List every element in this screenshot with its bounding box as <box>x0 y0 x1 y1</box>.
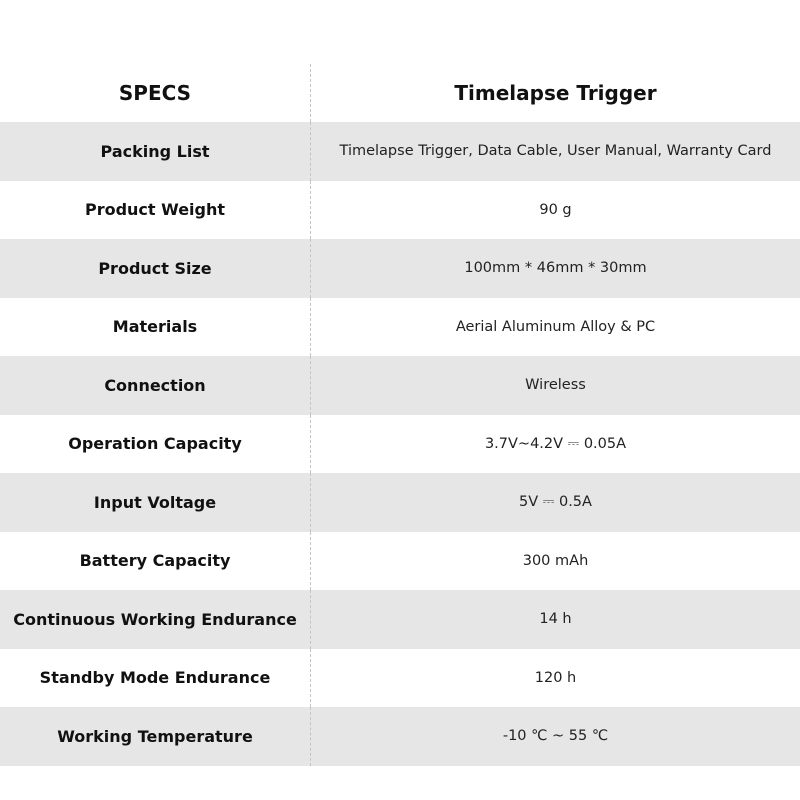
spec-label: Battery Capacity <box>0 532 311 591</box>
spec-label: Standby Mode Endurance <box>0 649 311 708</box>
spec-row-product-size <box>0 239 800 298</box>
spec-value: 120 h <box>534 669 577 686</box>
spec-label: Packing List <box>0 122 311 181</box>
spec-row-input-voltage <box>0 473 800 532</box>
spec-value: 14 h <box>539 611 572 628</box>
spec-row-materials <box>0 298 800 357</box>
spec-label: Continuous Working Endurance <box>0 590 311 649</box>
spec-label: Input Voltage <box>0 473 311 532</box>
spec-row-continuous-working-endurance <box>0 590 800 649</box>
spec-label: Product Size <box>0 239 311 298</box>
spec-label: Working Temperature <box>0 707 311 766</box>
spec-label: Operation Capacity <box>0 415 311 474</box>
spec-value: Timelapse Trigger, Data Cable, User Manual, Warranty Card <box>339 143 772 160</box>
spec-row-battery-capacity <box>0 532 800 591</box>
header-product-name: Timelapse Trigger <box>454 81 657 105</box>
spec-table <box>0 64 800 766</box>
spec-label: Connection <box>0 356 311 415</box>
spec-value: 5V ⎓ 0.5A <box>519 494 592 511</box>
spec-row-standby-mode-endurance <box>0 649 800 708</box>
spec-value: 100mm * 46mm * 30mm <box>464 260 647 277</box>
spec-row-working-temperature <box>0 707 800 766</box>
spec-row-connection <box>0 356 800 415</box>
spec-value: Aerial Aluminum Alloy & PC <box>455 318 656 335</box>
spec-value: 300 mAh <box>522 552 589 569</box>
spec-value: 90 g <box>539 201 572 218</box>
spec-row-packing-list <box>0 122 800 181</box>
spec-value: 3.7V~4.2V ⎓ 0.05A <box>484 435 627 452</box>
spec-table-header <box>0 64 800 122</box>
spec-value: -10 ℃ ~ 55 ℃ <box>502 728 609 745</box>
spec-row-operation-capacity <box>0 415 800 474</box>
spec-label: Materials <box>0 298 311 357</box>
spec-row-product-weight <box>0 181 800 240</box>
header-specs: SPECS <box>0 64 311 122</box>
spec-label: Product Weight <box>0 181 311 240</box>
spec-value: Wireless <box>525 377 586 394</box>
